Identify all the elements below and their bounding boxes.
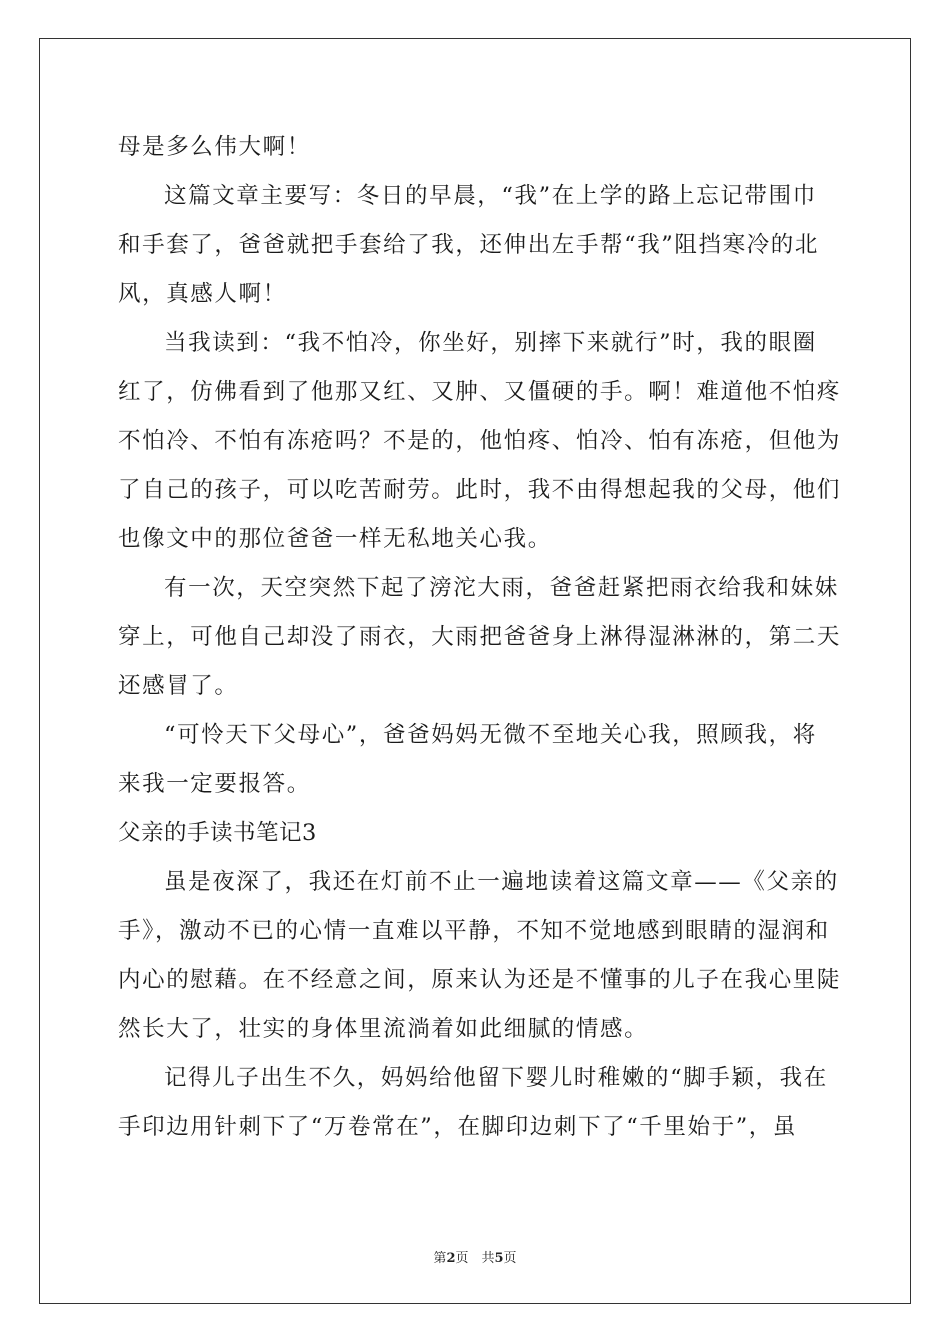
text-line: 有一次，天空突然下起了滂沱大雨，爸爸赶紧把雨衣给我和妹妹 [164, 575, 839, 601]
text-line: 然长大了，壮实的身体里流淌着如此细腻的情感。 [118, 1016, 649, 1042]
text-line: 手印边用针刺下了“万卷常在”，在脚印边刺下了“千里始于”，虽 [118, 1114, 798, 1140]
text-line: 来我一定要报答。 [118, 771, 311, 797]
text-line: 还感冒了。 [118, 673, 239, 699]
footer-total-pages: 5 [494, 1251, 504, 1266]
text-line: 红了，仿佛看到了他那又红、又肿、又僵硬的手。啊！难道他不怕疼 [118, 379, 842, 405]
section-heading: 父亲的手读书笔记3 [118, 820, 317, 846]
text-line: 这篇文章主要写：冬日的早晨，“我”在上学的路上忘记带围巾 [164, 183, 817, 209]
text-line: “可怜天下父母心”，爸爸妈妈无微不至地关心我，照顾我，将 [164, 722, 817, 748]
text-line: 不怕冷、不怕有冻疮吗？不是的，他怕疼、怕冷、怕有冻疮，但他为 [118, 428, 842, 454]
text-line: 也像文中的那位爸爸一样无私地关心我。 [118, 526, 552, 552]
text-line: 虽是夜深了，我还在灯前不止一遍地读着这篇文章——《父亲的 [164, 869, 839, 895]
text-line: 当我读到：“我不怕冷，你坐好，别摔下来就行”时，我的眼圈 [164, 330, 817, 356]
text-line: 母是多么伟大啊！ [118, 134, 311, 160]
page-footer [0, 1247, 950, 1266]
footer-mid: 页 共 [455, 1251, 495, 1266]
footer-current-page: 2 [446, 1251, 456, 1266]
text-line: 了自己的孩子，可以吃苦耐劳。此时，我不由得想起我的父母，他们 [118, 477, 842, 503]
text-line: 内心的慰藉。在不经意之间，原来认为还是不懂事的儿子在我心里陡 [118, 967, 842, 993]
text-line: 穿上，可他自己却没了雨衣，大雨把爸爸身上淋得湿淋淋的，第二天 [118, 624, 842, 650]
text-line: 手》，激动不已的心情一直难以平静，不知不觉地感到眼睛的湿润和 [118, 918, 830, 944]
footer-suffix: 页 [503, 1251, 517, 1266]
document-body [118, 123, 842, 1152]
text-line: 记得儿子出生不久，妈妈给他留下婴儿时稚嫩的“脚手颖，我在 [164, 1065, 828, 1091]
footer-prefix: 第 [433, 1251, 447, 1266]
text-line: 风，真感人啊！ [118, 281, 287, 307]
text-line: 和手套了，爸爸就把手套给了我，还伸出左手帮“我”阻挡寒冷的北 [118, 232, 820, 258]
